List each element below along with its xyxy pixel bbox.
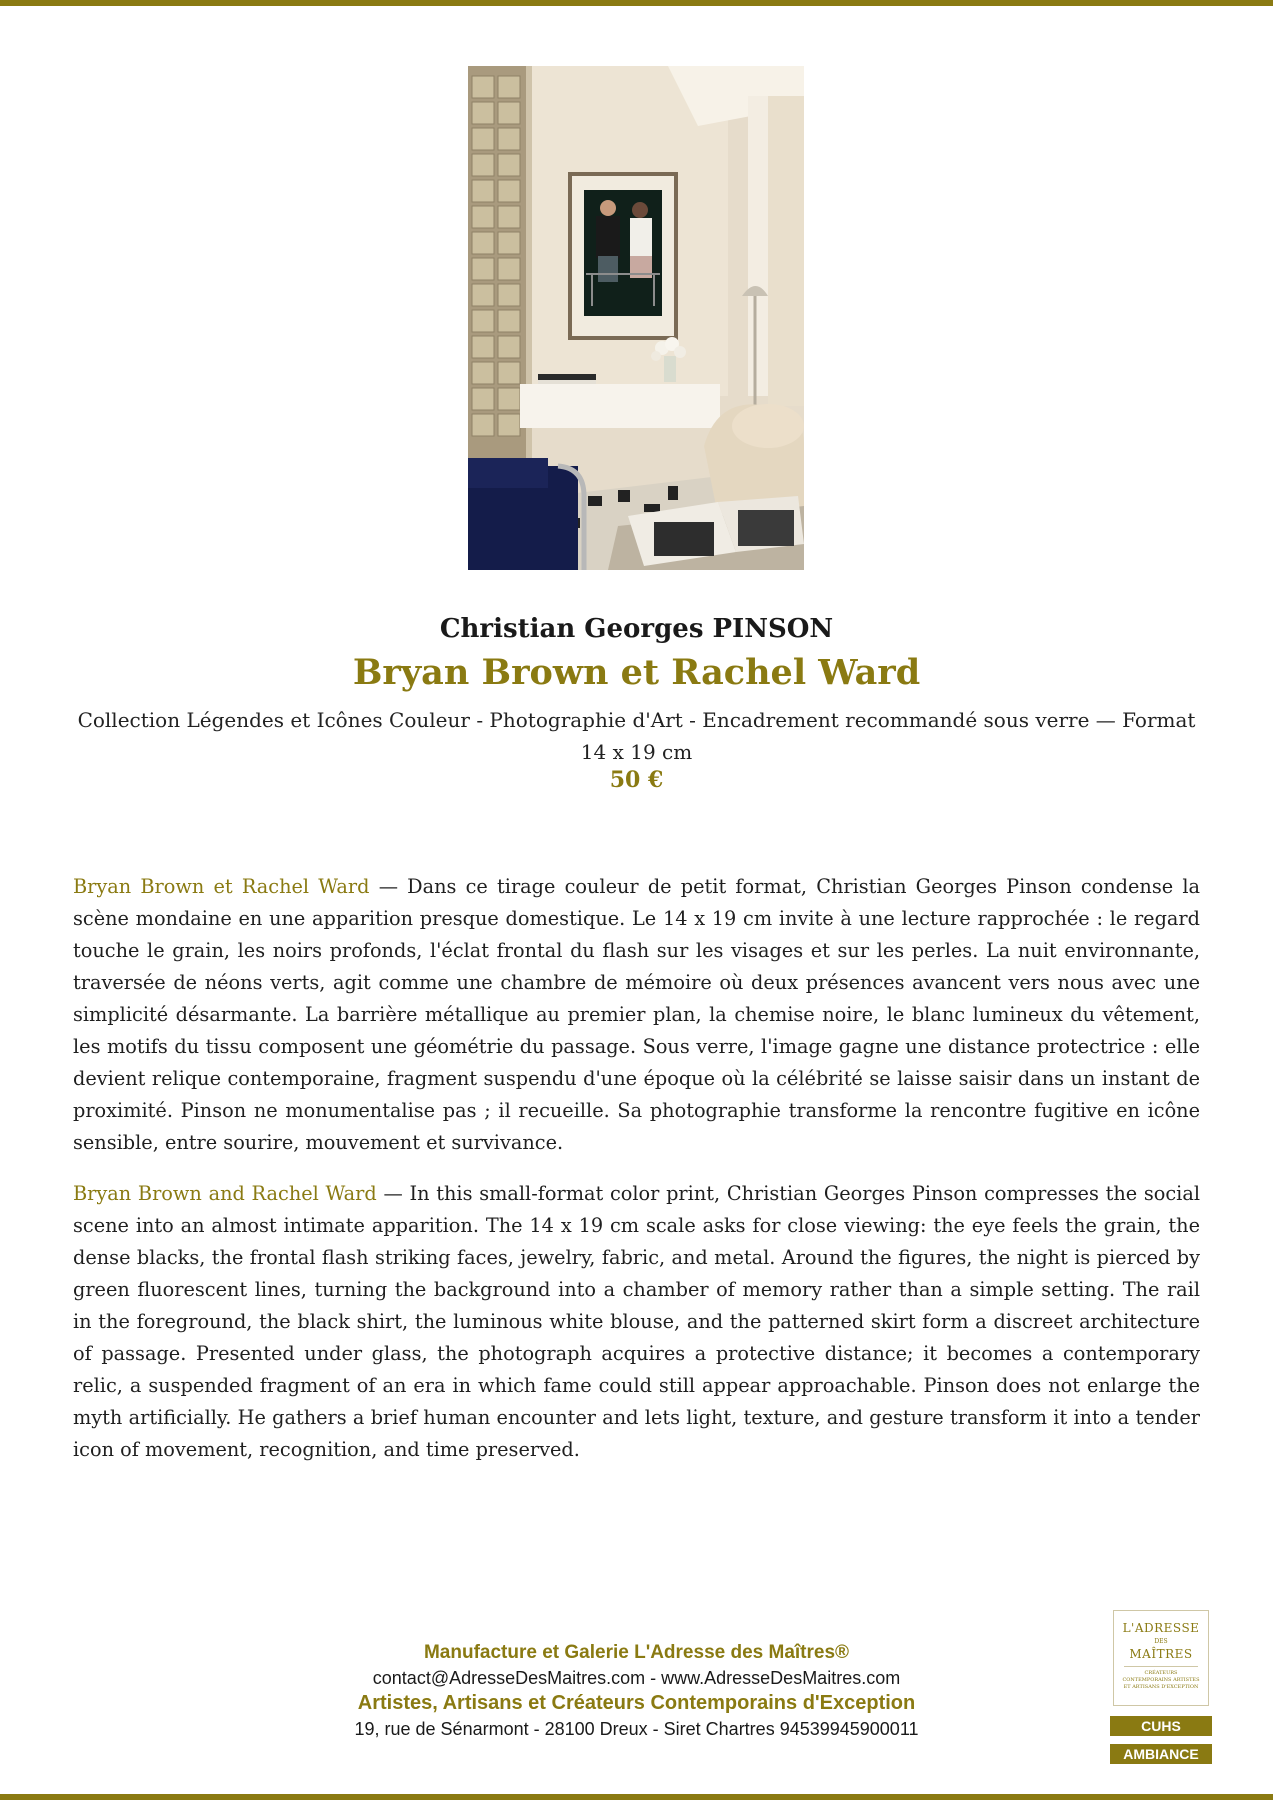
- artist-name: Christian Georges PINSON: [439, 614, 834, 644]
- bottom-accent-bar: [0, 1794, 1273, 1800]
- badge-cuhs: CUHS: [1110, 1716, 1212, 1736]
- artwork-title: Bryan Brown et Rachel Ward: [352, 652, 921, 693]
- description-english-lead: Bryan Brown and Rachel Ward: [73, 1182, 377, 1205]
- logo-line-1: L'ADRESSE: [1122, 1621, 1200, 1635]
- description-french-text: — Dans ce tirage couleur de petit format, Christian Georges Pinson condense la scène mondaine en une apparition presque domestique. Le 14 x 19 cm invite à une lecture rapprochée : le regard touche le grain, les noirs profonds, l'éclat frontal du flash sur les visages et sur les perles. La nuit environnante, traversée de néons verts, agit comme une chambre de mémoire où deux présences avancent vers nous avec une simplicité désarmante. La barrière métallique au premier plan, la chemise noire, le blanc lumineux du vêtement, les motifs du tissu composent une géométrie du passage. Sous verre, l'image gagne une distance protectrice : elle devient relique contemporaine, fragment suspendu d'une époque où la célébrité se laisse saisir dans un instant de proximité. Pinson ne monumentalise pas ; il recueille. Sa photographie transforme la rencontre fugitive en icône sensible, entre sourire, mouvement et survivance.: [73, 875, 1200, 1154]
- logo-line-2: DES: [1154, 1638, 1168, 1645]
- logo-divider: [1124, 1666, 1198, 1667]
- description-english: [73, 1178, 1200, 1466]
- footer-address: 19, rue de Sénarmont - 28100 Dreux - Siret Chartres 94539945900011: [354, 1719, 919, 1739]
- footer-contact: contact@AdresseDesMaitres.com - www.AdresseDesMaitres.com: [372, 1668, 901, 1688]
- description-french-lead: Bryan Brown et Rachel Ward: [73, 875, 370, 898]
- footer: [0, 1640, 1273, 1742]
- logo-line-3: MAÎTRES: [1129, 1647, 1193, 1661]
- description-french: [73, 871, 1200, 1159]
- artwork-subtitle: Collection Légendes et Icônes Couleur - Photographie d'Art - Encadrement recommandé sous verre — Format 14 x 19 cm: [77, 708, 1196, 764]
- badge-ambiance: AMBIANCE: [1110, 1744, 1212, 1764]
- artwork-interior-photo: [468, 66, 804, 570]
- top-accent-bar: [0, 0, 1273, 6]
- logo-line-4: CRÉATEURS CONTEMPORAINS ARTISTES ET ARTISANS D'EXCEPTION: [1122, 1670, 1200, 1690]
- description-english-text: — In this small-format color print, Christian Georges Pinson compresses the social scene into an almost intimate apparition. The 14 x 19 cm scale asks for close viewing: the eye feels the grain, the dense blacks, the frontal flash striking faces, jewelry, fabric, and metal. Around the figures, the night is pierced by green fluorescent lines, turning the background into a chamber of memory rather than a simple setting. The rail in the foreground, the black shirt, the luminous white blouse, and the patterned skirt form a discreet architecture of passage. Presented under glass, the photograph acquires a protective distance; it becomes a contemporary relic, a suspended fragment of an era in which fame could still appear approachable. Pinson does not enlarge the myth artificially. He gathers a brief human encounter and lets light, texture, and gesture transform it into a tender icon of movement, recognition, and time preserved.: [73, 1182, 1201, 1461]
- footer-tagline: Artistes, Artisans et Créateurs Contemporains d'Exception: [357, 1692, 916, 1714]
- footer-gallery-name: Manufacture et Galerie L'Adresse des Maîtres®: [423, 1642, 850, 1663]
- artwork-price: 50 €: [609, 767, 664, 793]
- gallery-logo: [1113, 1610, 1209, 1706]
